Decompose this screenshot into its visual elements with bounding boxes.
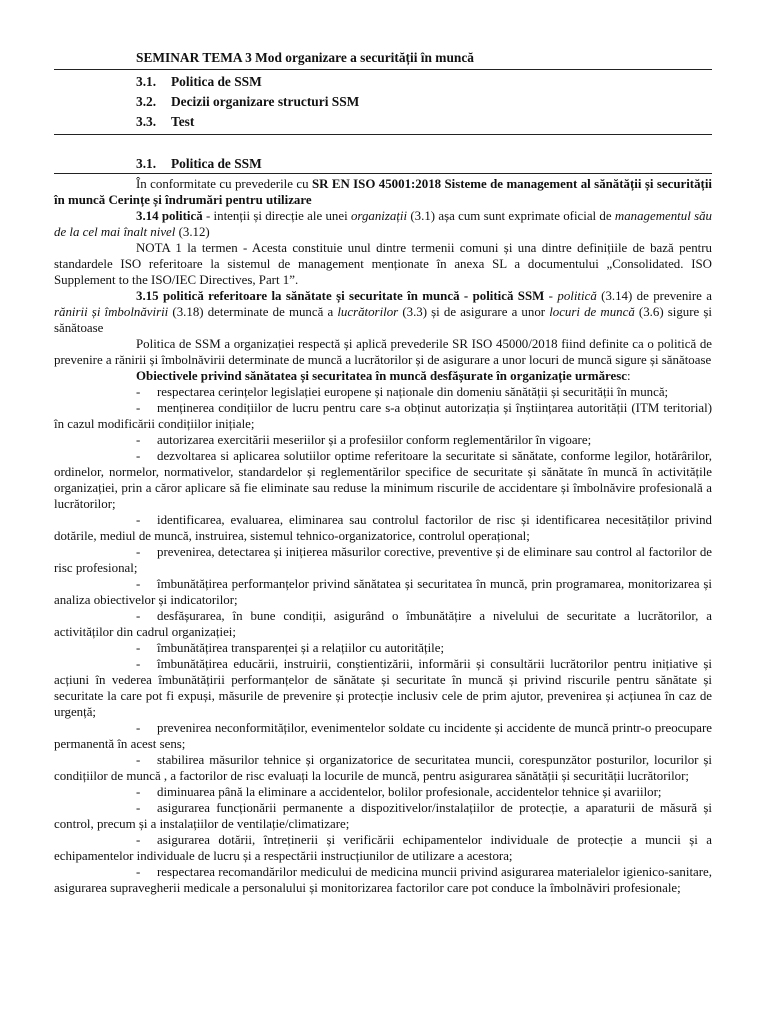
objectives-heading <box>54 368 712 384</box>
definition-text: (3.3) și de asigurare a unor <box>398 305 550 319</box>
dash-marker: - <box>136 801 141 815</box>
list-item <box>54 864 712 896</box>
definition-term: 3.15 politică referitoare la sănătate și securitate în muncă - politică SSM <box>136 289 545 303</box>
definition-politica <box>54 208 712 240</box>
note-paragraph: NOTA 1 la termen - Acesta constituie unul dintre termenii comuni și una dintre definițiile de bază pentru standardele ISO referitoare la sistemul de management menționate în anexa SL a documentului „Consolidated. ISO Supplement to the ISO/IEC Directives, Part 1”. <box>54 241 712 287</box>
list-item <box>54 752 712 784</box>
toc-item-label: Decizii organizare structuri SSM <box>171 94 360 109</box>
definition-text: (3.18) determinate de muncă a <box>168 305 338 319</box>
toc-item-number: 3.1. <box>136 74 157 89</box>
intro-text: În conformitate cu prevederile cu <box>136 177 312 191</box>
dash-marker: - <box>136 641 141 655</box>
objectives-title: Obiectivele privind sănătatea și securitatea în muncă desfășurate în organizație urmăresc <box>136 369 627 383</box>
list-item-text: îmbunătățirea transparenței și a relațiilor cu autoritățile; <box>157 641 445 655</box>
list-item-text: dezvoltarea si aplicarea solutiilor optime referitoare la securitate si sănătate, conforme legilor, hotărârilor, ordinelor, normelor, normativelor, standardelor și reglementărilor specifice de securitate și sănătate în muncă în activitățile organizației, prin a căror aplicare să fie eliminate sau reduse la minimum riscurile de accidentare și îmbolnăvire profesională a lucrătorilor; <box>54 449 712 511</box>
definition-text: (3.1) așa cum sunt exprimate oficial de <box>407 209 615 223</box>
definition-text: (3.12) <box>175 225 210 239</box>
list-item <box>54 448 712 512</box>
definition-italic: locuri de muncă <box>549 305 635 319</box>
definition-politica-ssm <box>54 288 712 336</box>
dash-marker: - <box>136 401 141 415</box>
objectives-list <box>54 384 712 896</box>
toc-item-number: 3.2. <box>136 94 157 109</box>
table-of-contents <box>54 69 712 135</box>
definition-text: (3.6) sigure și sănătoase <box>54 305 712 335</box>
definition-term: 3.14 politică <box>136 209 203 223</box>
toc-item-label: Politica de SSM <box>171 74 262 89</box>
list-item-text: identificarea, evaluarea, eliminarea sau controlul factorilor de risc și identificarea necesităților privind dotările, mediul de muncă, instruirea, sistemul tehnico-organizatorice, controlul operațional; <box>54 513 712 543</box>
objectives-colon: : <box>626 369 631 383</box>
list-item-text: stabilirea măsurilor tehnice și organizatorice de securitatea muncii, corespunzător posturilor, locurilor și condițiilor de muncă , a factorilor de risc evaluați la locurile de muncă, pentru asigurarea sănătății și securității lucrătorilor; <box>54 753 712 783</box>
dash-marker: - <box>136 753 141 767</box>
dash-marker: - <box>136 513 141 527</box>
toc-item <box>54 112 712 132</box>
list-item <box>54 400 712 432</box>
list-item <box>54 832 712 864</box>
list-item <box>54 384 712 400</box>
dash-marker: - <box>136 577 141 591</box>
definition-italic: politică <box>557 289 597 303</box>
list-item-text: îmbunătățirea educării, instruirii, conștientizării, informării și consultării lucrătorilor pentru inițiative și acțiuni în vederea îmbunătățirii performanțelor de sănătate și securitate în muncă și privind riscurile pentru sănătate și securitate la care pot fi expuși, măsurile de prevenire și protecție inclusiv cele de prim ajutor, prevenirea și acțiunea în caz de urgență; <box>54 657 712 719</box>
dash-marker: - <box>136 385 141 399</box>
list-item-text: respectarea cerințelor legislației europene și naționale din domeniu sănătății și securității în muncă; <box>157 385 669 399</box>
list-item <box>54 720 712 752</box>
dash-marker: - <box>136 833 141 847</box>
list-item-text: asigurarea dotării, întreținerii și verificării echipamentelor individuale de protecție a muncii și a echipamentelor individuale de lucru și a respectării instrucțiunilor de utilizare a acestora; <box>54 833 712 863</box>
dash-marker: - <box>136 721 141 735</box>
list-item-text: respectarea recomandărilor medicului de medicina muncii privind asigurarea materialelor igienico-sanitare, asigurarea supravegherii medicale a personalului și monitorizarea factorilor care pot conduce la îmbolnăviri profesionale; <box>54 865 712 895</box>
definition-italic: managementul său de la cel mai înalt nivel <box>54 209 712 239</box>
standard-name: SR EN ISO 45001:2018 Sisteme de management al sănătății și securității în muncă Cerințe și îndrumări pentru utilizare <box>54 177 712 207</box>
list-item <box>54 576 712 608</box>
toc-item-label: Test <box>171 114 195 129</box>
definition-text: - <box>544 289 558 303</box>
section-label: Politica de SSM <box>171 156 262 171</box>
intro-paragraph <box>54 176 712 208</box>
list-item-text: prevenirea neconformităților, evenimentelor soldate cu incidente și accidente de muncă printr-o preocupare permanentă în acest sens; <box>54 721 712 751</box>
definition-italic: lucrătorilor <box>337 305 399 319</box>
list-item <box>54 608 712 640</box>
dash-marker: - <box>136 785 141 799</box>
list-item-text: autorizarea exercitării meseriilor și a profesiilor conform reglementărilor în vigoare; <box>157 433 592 447</box>
policy-paragraph: Politica de SSM a organizației respectă și aplică prevederile SR ISO 45000/2018 fiind definite ca o politică de prevenire a rănirii și îmbolnăvirii determinate de muncă a lucrătorilor și de asigurare a unor locuri de muncă sigure și sănătoase <box>54 337 712 367</box>
dash-marker: - <box>136 433 141 447</box>
dash-marker: - <box>136 545 141 559</box>
definition-text: - intenții și direcție ale unei <box>202 209 351 223</box>
list-item <box>54 432 712 448</box>
list-item <box>54 512 712 544</box>
definition-italic: organizații <box>350 209 408 223</box>
dash-marker: - <box>136 449 141 463</box>
section-number: 3.1. <box>136 156 157 171</box>
list-item <box>54 800 712 832</box>
list-item <box>54 784 712 800</box>
section-heading <box>54 155 712 174</box>
list-item <box>54 640 712 656</box>
toc-item <box>54 92 712 112</box>
document-title: SEMINAR TEMA 3 Mod organizare a securității în muncă <box>136 50 474 65</box>
list-item-text: menținerea condițiilor de lucru pentru care s-a obținut autorizația și înștiințarea autorității (ITM teritorial) în cazul modificării condițiilor inițiale; <box>54 401 712 431</box>
list-item-text: asigurarea funcționării permanente a dispozitivelor/instalațiilor de protecție, a aparaturii de măsură și control, precum și a instalațiilor de ventilație/climatizare; <box>54 801 712 831</box>
dash-marker: - <box>136 609 141 623</box>
list-item-text: desfășurarea, în bune condiții, asigurând o îmbunătățire a nivelului de securitate a lucrătorilor, a activităților din cadrul organizației; <box>54 609 712 639</box>
toc-item-number: 3.3. <box>136 114 157 129</box>
list-item-text: diminuarea până la eliminare a accidentelor, bolilor profesionale, accidentelor tehnice și avariilor; <box>157 785 662 799</box>
list-item <box>54 544 712 576</box>
list-item <box>54 656 712 720</box>
dash-marker: - <box>136 657 141 671</box>
dash-marker: - <box>136 865 141 879</box>
definition-text: (3.14) de prevenire a <box>596 289 713 303</box>
list-item-text: îmbunătățirea performanțelor privind sănătatea și securitatea în muncă, prin programarea, monitorizarea și analiza obiectivelor și indicatorilor; <box>54 577 712 607</box>
list-item-text: prevenirea, detectarea și inițierea măsurilor corective, preventive și de eliminare sau control al factorilor de risc profesional; <box>54 545 712 575</box>
toc-item <box>54 72 712 92</box>
definition-italic: rănirii și îmbolnăvirii <box>54 305 169 319</box>
